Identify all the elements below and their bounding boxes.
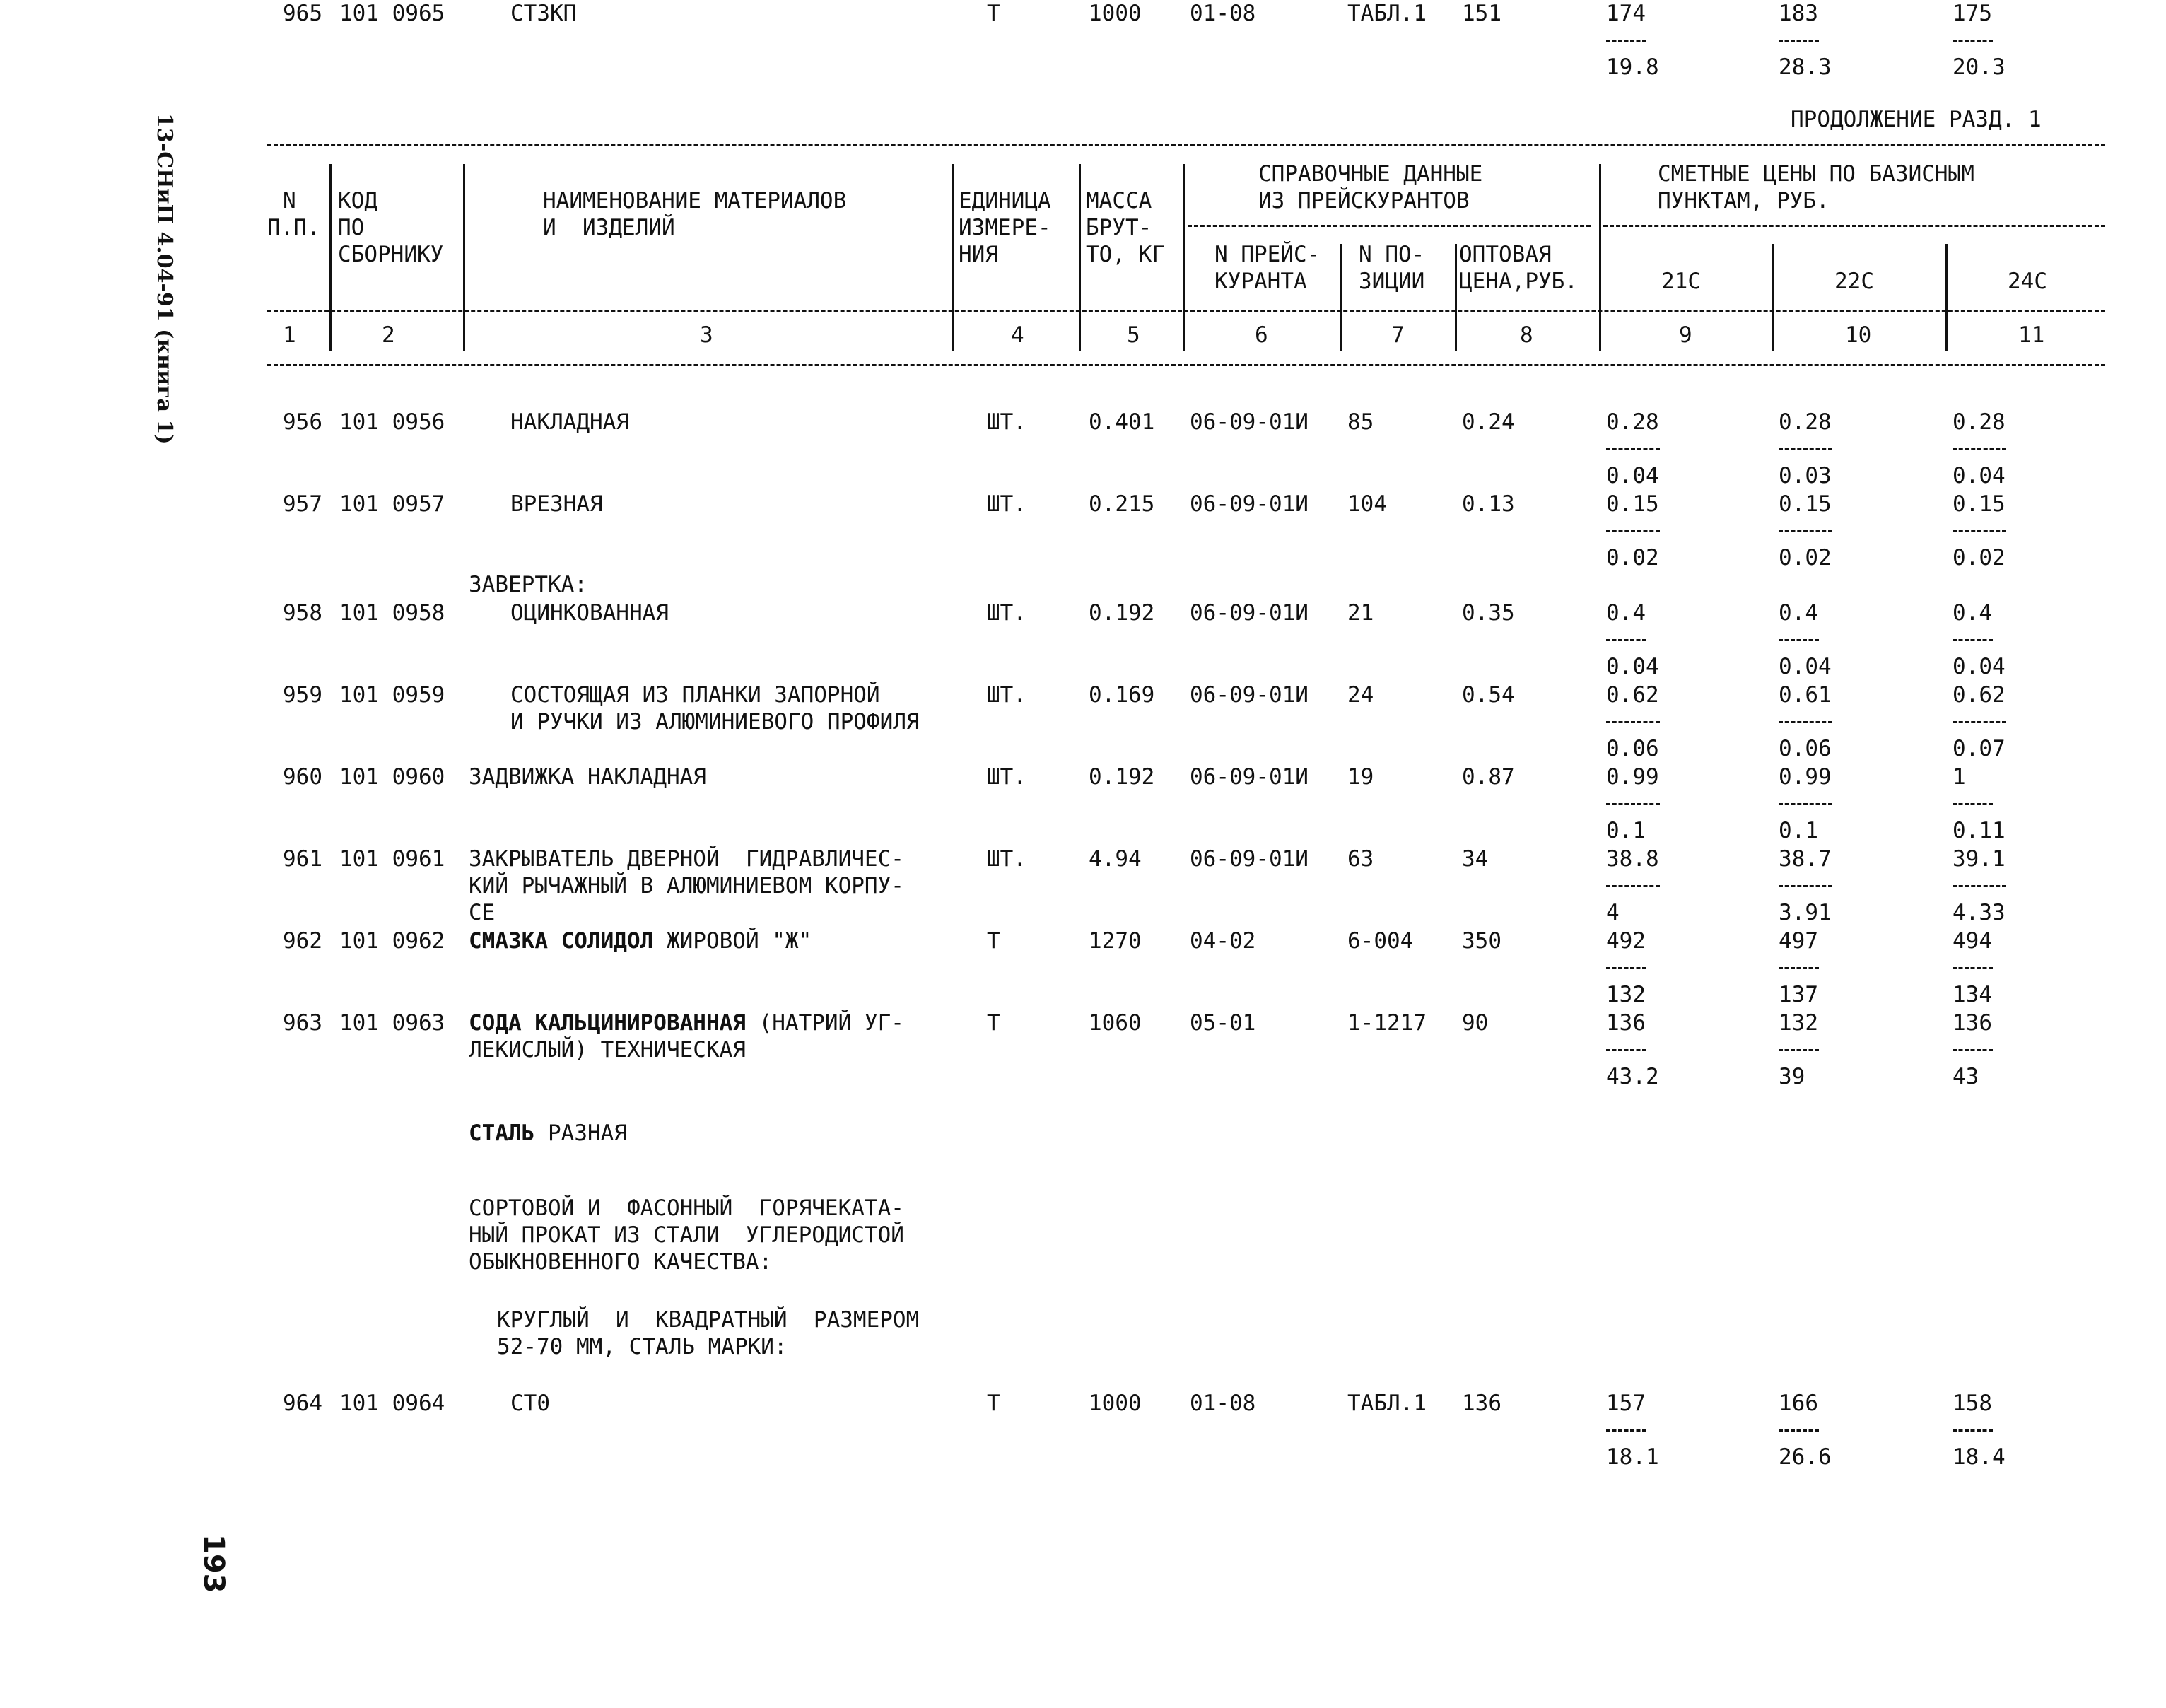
row-mass: 0.401 (1089, 409, 1155, 435)
col-separator (1455, 244, 1457, 351)
row-name (469, 1010, 904, 1036)
price-value: 0.28 (1779, 409, 1832, 435)
row-number: 964 (283, 1391, 322, 1416)
row-number: 963 (283, 1010, 322, 1036)
row-name: СТ0 (510, 1391, 550, 1416)
transport-cost-value: 28.3 (1779, 54, 1832, 80)
price-21c (1606, 0, 1659, 81)
transport-cost-value: 39 (1779, 1064, 1805, 1089)
row-wholesale-price: 0.54 (1462, 682, 1515, 708)
fraction-bar (1779, 448, 1832, 450)
continuation-label: ПРОДОЛЖЕНИЕ РАЗД. 1 (1791, 107, 2042, 132)
price-24c (1953, 0, 2006, 81)
section-heading (469, 1120, 627, 1147)
row-code: 101 0956 (339, 409, 445, 435)
row-position: ТАБЛ.1 (1347, 1, 1427, 26)
price-value: 38.7 (1779, 846, 1832, 872)
row-unit: Т (987, 1010, 1000, 1036)
header-estimate-2: ПУНКТАМ, РУБ. (1658, 188, 1830, 214)
price-24c (1953, 682, 2006, 762)
row-number: 965 (283, 1, 322, 26)
price-24c (1953, 409, 2006, 489)
fraction-bar (1953, 639, 1993, 641)
header-wholesale: ОПТОВАЯ (1459, 242, 1552, 267)
section-heading-bold: СТАЛЬ (469, 1121, 535, 1146)
row-position: 24 (1347, 682, 1374, 708)
header-position-2: ЗИЦИИ (1359, 269, 1425, 294)
row-wholesale-price: 0.35 (1462, 600, 1515, 626)
row-wholesale-price: 136 (1462, 1391, 1501, 1416)
row-pricelist: 01-08 (1190, 1391, 1256, 1416)
fraction-bar (1953, 530, 2006, 532)
row-pricelist: 06-09-01И (1190, 409, 1309, 435)
row-name: СТ3КП (510, 1, 577, 26)
transport-cost-value: 0.1 (1606, 818, 1646, 843)
fraction-bar (1606, 530, 1660, 532)
col-separator (1772, 244, 1774, 351)
transport-cost-value: 43 (1953, 1064, 1979, 1089)
row-unit: ШТ. (987, 846, 1026, 872)
row-position: 19 (1347, 764, 1374, 790)
price-value: 0.4 (1606, 600, 1646, 626)
price-value: 0.15 (1779, 491, 1832, 517)
row-name-rest: ЖИРОВОЙ "Ж" (653, 928, 812, 954)
header-pricelist: N ПРЕЙС- (1214, 242, 1321, 267)
transport-cost-value: 3.91 (1779, 900, 1832, 925)
fraction-bar (1779, 40, 1819, 42)
row-name: ЗАКРЫВАТЕЛЬ ДВЕРНОЙ ГИДРАВЛИЧЕС- (469, 846, 904, 872)
header-code-2: ПО (338, 215, 365, 240)
fraction-bar (1779, 530, 1832, 532)
header-code: КОД (338, 188, 377, 214)
fraction-bar (1953, 967, 1993, 969)
header-name-2: И ИЗДЕЛИЙ (543, 215, 675, 240)
row-wholesale-price: 90 (1462, 1010, 1489, 1036)
price-value: 166 (1779, 1391, 1818, 1416)
transport-cost-value: 0.06 (1779, 736, 1832, 761)
row-mass: 0.192 (1089, 764, 1155, 790)
col-num-6: 6 (1255, 322, 1268, 348)
row-wholesale-price: 0.13 (1462, 491, 1515, 517)
row-name: ОЦИНКОВАННАЯ (510, 600, 669, 626)
col-separator (1945, 244, 1948, 351)
row-number: 957 (283, 491, 322, 517)
fraction-bar (1953, 1429, 1993, 1432)
row-unit: Т (987, 1, 1000, 26)
fraction-bar (1606, 639, 1646, 641)
price-24c (1953, 928, 1993, 1008)
price-value: 497 (1779, 928, 1818, 954)
description-line: КРУГЛЫЙ И КВАДРАТНЫЙ РАЗМЕРОМ (497, 1307, 920, 1333)
fraction-bar (1606, 885, 1660, 887)
transport-cost-value: 0.02 (1953, 545, 2006, 571)
col-separator (952, 164, 954, 351)
price-value: 174 (1606, 1, 1646, 26)
row-pricelist: 04-02 (1190, 928, 1256, 954)
price-value: 0.99 (1606, 764, 1659, 790)
row-pricelist: 05-01 (1190, 1010, 1256, 1036)
header-22c: 22С (1834, 269, 1874, 294)
transport-cost-value: 20.3 (1953, 54, 2006, 80)
price-value: 0.62 (1606, 682, 1659, 708)
ref-group-rule (1188, 225, 1591, 227)
header-mid-rule (267, 310, 2105, 312)
price-21c (1606, 1010, 1659, 1090)
price-24c (1953, 1010, 1993, 1090)
row-unit: Т (987, 928, 1000, 954)
price-24c (1953, 599, 2006, 680)
col-separator (1079, 164, 1081, 351)
col-separator (463, 164, 465, 351)
row-unit: ШТ. (987, 764, 1026, 790)
transport-cost-value: 0.04 (1606, 654, 1659, 679)
fraction-bar (1606, 721, 1660, 723)
fraction-bar (1606, 40, 1646, 42)
col-separator (329, 164, 332, 351)
fraction-bar (1779, 1429, 1819, 1432)
price-21c (1606, 1390, 1659, 1470)
row-name: СОСТОЯЩАЯ ИЗ ПЛАНКИ ЗАПОРНОЙ (510, 682, 880, 708)
transport-cost-value: 0.02 (1779, 545, 1832, 571)
price-value: 0.28 (1953, 409, 2006, 435)
row-position: 1-1217 (1347, 1010, 1427, 1036)
row-name-rest: (НАТРИЙ УГ- (745, 1010, 904, 1036)
header-unit: ЕДИНИЦА (959, 188, 1051, 214)
price-22c (1779, 846, 1832, 926)
row-mass: 1060 (1089, 1010, 1142, 1036)
row-pricelist: 01-08 (1190, 1, 1256, 26)
col-num-9: 9 (1679, 322, 1692, 348)
price-22c (1779, 1390, 1832, 1470)
row-unit: ШТ. (987, 491, 1026, 517)
price-value: 0.62 (1953, 682, 2006, 708)
transport-cost-value: 18.1 (1606, 1444, 1659, 1470)
header-pp: П.П. (267, 215, 320, 240)
row-position: 6-004 (1347, 928, 1414, 954)
header-ref: СПРАВОЧНЫЕ ДАННЫЕ (1258, 161, 1483, 187)
fraction-bar (1779, 885, 1832, 887)
transport-cost-value: 134 (1953, 982, 1992, 1007)
row-number: 959 (283, 682, 322, 708)
col-num-1: 1 (283, 322, 296, 348)
price-24c (1953, 764, 2006, 844)
fraction-bar (1779, 1049, 1819, 1051)
fraction-bar (1606, 448, 1660, 450)
fraction-bar (1953, 448, 2006, 450)
row-name (469, 928, 812, 954)
section-heading-rest: РАЗНАЯ (534, 1121, 627, 1146)
row-code: 101 0961 (339, 846, 445, 872)
row-pricelist: 06-09-01И (1190, 600, 1309, 626)
row-code: 101 0963 (339, 1010, 445, 1036)
transport-cost-value: 0.07 (1953, 736, 2006, 761)
header-name: НАИМЕНОВАНИЕ МАТЕРИАЛОВ (543, 188, 847, 214)
header-unit-3: НИЯ (959, 242, 998, 267)
description-line: СОРТОВОЙ И ФАСОННЫЙ ГОРЯЧЕКАТА- (469, 1195, 904, 1221)
price-21c (1606, 491, 1660, 571)
transport-cost-value: 26.6 (1779, 1444, 1832, 1470)
row-number: 960 (283, 764, 322, 790)
row-number: 958 (283, 600, 322, 626)
row-mass: 4.94 (1089, 846, 1142, 872)
fraction-bar (1779, 803, 1832, 805)
price-value: 1 (1953, 764, 1966, 790)
transport-cost-value: 132 (1606, 982, 1646, 1007)
header-bottom-rule (267, 364, 2105, 366)
fraction-bar (1779, 721, 1832, 723)
header-unit-2: ИЗМЕРЕ- (959, 215, 1051, 240)
fraction-bar (1953, 1049, 1993, 1051)
col-num-5: 5 (1127, 322, 1140, 348)
row-position: 21 (1347, 600, 1374, 626)
row-name: НАКЛАДНАЯ (510, 409, 629, 435)
price-24c (1953, 1390, 2006, 1470)
price-value: 0.4 (1953, 600, 1992, 626)
fraction-bar (1953, 885, 2006, 887)
row-name: ЗАДВИЖКА НАКЛАДНАЯ (469, 764, 706, 790)
row-position: ТАБЛ.1 (1347, 1391, 1427, 1416)
fraction-bar (1779, 639, 1819, 641)
row-number: 956 (283, 409, 322, 435)
row-wholesale-price: 34 (1462, 846, 1489, 872)
price-value: 38.8 (1606, 846, 1659, 872)
description-line: ОБЫКНОВЕННОГО КАЧЕСТВА: (469, 1249, 773, 1275)
price-21c (1606, 846, 1660, 926)
price-value: 175 (1953, 1, 1992, 26)
price-value: 136 (1953, 1010, 1992, 1036)
price-24c (1953, 846, 2006, 926)
price-value: 158 (1953, 1391, 1992, 1416)
row-mass: 0.192 (1089, 600, 1155, 626)
row-mass: 1270 (1089, 928, 1142, 954)
row-mass: 1000 (1089, 1391, 1142, 1416)
transport-cost-value: 19.8 (1606, 54, 1659, 80)
transport-cost-value: 0.04 (1953, 463, 2006, 489)
row-unit: Т (987, 1391, 1000, 1416)
col-num-7: 7 (1391, 322, 1405, 348)
row-name-bold: СОДА КАЛЬЦИНИРОВАННАЯ (469, 1010, 746, 1036)
row-code: 101 0962 (339, 928, 445, 954)
header-top-rule (267, 144, 2105, 146)
transport-cost-value: 0.1 (1779, 818, 1818, 843)
fraction-bar (1953, 803, 1993, 805)
price-value: 492 (1606, 928, 1646, 954)
transport-cost-value: 0.03 (1779, 463, 1832, 489)
transport-cost-value: 0.04 (1606, 463, 1659, 489)
fraction-bar (1606, 1049, 1646, 1051)
fraction-bar (1606, 967, 1646, 969)
price-22c (1779, 682, 1832, 762)
price-22c (1779, 0, 1832, 81)
row-code: 101 0960 (339, 764, 445, 790)
fraction-bar (1606, 803, 1660, 805)
row-wholesale-price: 0.87 (1462, 764, 1515, 790)
price-value: 183 (1779, 1, 1818, 26)
description-line: 52-70 ММ, СТАЛЬ МАРКИ: (497, 1334, 788, 1359)
price-21c (1606, 409, 1660, 489)
row-pricelist: 06-09-01И (1190, 764, 1309, 790)
transport-cost-value: 137 (1779, 982, 1818, 1007)
header-n: N (283, 188, 296, 214)
fraction-bar (1953, 721, 2006, 723)
price-value: 136 (1606, 1010, 1646, 1036)
row-mass: 0.215 (1089, 491, 1155, 517)
price-21c (1606, 599, 1659, 680)
row-code: 101 0959 (339, 682, 445, 708)
price-22c (1779, 928, 1819, 1008)
col-num-10: 10 (1845, 322, 1872, 348)
row-code: 101 0958 (339, 600, 445, 626)
col-num-3: 3 (700, 322, 713, 348)
price-21c (1606, 928, 1646, 1008)
price-value: 0.15 (1953, 491, 2006, 517)
transport-cost-value: 0.11 (1953, 818, 2006, 843)
price-21c (1606, 764, 1660, 844)
price-22c (1779, 764, 1832, 844)
price-value: 132 (1779, 1010, 1818, 1036)
header-24c: 24С (2008, 269, 2047, 294)
price-value: 0.61 (1779, 682, 1832, 708)
row-code: 101 0965 (339, 1, 445, 26)
row-unit: ШТ. (987, 682, 1026, 708)
col-num-8: 8 (1520, 322, 1533, 348)
price-value: 0.15 (1606, 491, 1659, 517)
price-group-rule (1603, 225, 2105, 227)
row-code: 101 0964 (339, 1391, 445, 1416)
page-number: 193 (197, 1534, 230, 1593)
header-ref-2: ИЗ ПРЕЙСКУРАНТОВ (1258, 188, 1470, 214)
price-22c (1779, 1010, 1819, 1090)
price-22c (1779, 491, 1832, 571)
col-num-4: 4 (1011, 322, 1024, 348)
row-number: 961 (283, 846, 322, 872)
row-position: 63 (1347, 846, 1374, 872)
row-unit: ШТ. (987, 600, 1026, 626)
transport-cost-value: 43.2 (1606, 1064, 1659, 1089)
transport-cost-value: 0.02 (1606, 545, 1659, 571)
row-name: И РУЧКИ ИЗ АЛЮМИНИЕВОГО ПРОФИЛЯ (510, 709, 920, 735)
transport-cost-value: 4 (1606, 900, 1620, 925)
header-21c: 21С (1661, 269, 1701, 294)
row-pricelist: 06-09-01И (1190, 846, 1309, 872)
price-value: 0.99 (1779, 764, 1832, 790)
col-separator (1183, 164, 1185, 351)
transport-cost-value: 0.04 (1953, 654, 2006, 679)
header-position: N ПО- (1359, 242, 1425, 267)
col-separator (1340, 244, 1342, 351)
price-24c (1953, 491, 2006, 571)
row-name: СЕ (469, 900, 496, 925)
header-mass-3: ТО, КГ (1086, 242, 1165, 267)
row-number: 962 (283, 928, 322, 954)
row-wholesale-price: 151 (1462, 1, 1501, 26)
price-value: 157 (1606, 1391, 1646, 1416)
row-unit: ШТ. (987, 409, 1026, 435)
row-name: ЛЕКИСЛЫЙ) ТЕХНИЧЕСКАЯ (469, 1037, 746, 1063)
row-name: КИЙ РЫЧАЖНЫЙ В АЛЮМИНИЕВОМ КОРПУ- (469, 873, 904, 899)
transport-cost-value: 18.4 (1953, 1444, 2006, 1470)
price-22c (1779, 409, 1832, 489)
price-value: 39.1 (1953, 846, 2006, 872)
header-pricelist-2: КУРАНТА (1214, 269, 1307, 294)
price-21c (1606, 682, 1660, 762)
row-position: 85 (1347, 409, 1374, 435)
col-num-11: 11 (2018, 322, 2045, 348)
header-mass: МАССА (1086, 188, 1152, 214)
row-pricelist: 06-09-01И (1190, 682, 1309, 708)
fraction-bar (1953, 40, 1993, 42)
row-name-bold: СМАЗКА СОЛИДОЛ (469, 928, 654, 954)
row-mass: 0.169 (1089, 682, 1155, 708)
row-name: ВРЕЗНАЯ (510, 491, 603, 517)
document-code-label: 13-СНиП 4.04-91 (книга 1) (152, 113, 177, 445)
header-estimate: СМЕТНЫЕ ЦЕНЫ ПО БАЗИСНЫМ (1658, 161, 1974, 187)
fraction-bar (1779, 967, 1819, 969)
description-line: НЫЙ ПРОКАТ ИЗ СТАЛИ УГЛЕРОДИСТОЙ (469, 1222, 904, 1248)
header-wholesale-2: ЦЕНА,РУБ. (1459, 269, 1578, 294)
col-separator (1599, 164, 1601, 351)
price-value: 0.28 (1606, 409, 1659, 435)
price-value: 494 (1953, 928, 1992, 954)
header-code-3: СБОРНИКУ (338, 242, 444, 267)
header-mass-2: БРУТ- (1086, 215, 1152, 240)
row-wholesale-price: 350 (1462, 928, 1501, 954)
row-pricelist: 06-09-01И (1190, 491, 1309, 517)
transport-cost-value: 0.06 (1606, 736, 1659, 761)
col-num-2: 2 (382, 322, 395, 348)
row-mass: 1000 (1089, 1, 1142, 26)
row-wholesale-price: 0.24 (1462, 409, 1515, 435)
transport-cost-value: 4.33 (1953, 900, 2006, 925)
group-heading: ЗАВЕРТКА: (469, 572, 587, 597)
price-value: 0.4 (1779, 600, 1818, 626)
fraction-bar (1606, 1429, 1646, 1432)
price-22c (1779, 599, 1832, 680)
transport-cost-value: 0.04 (1779, 654, 1832, 679)
row-position: 104 (1347, 491, 1387, 517)
row-code: 101 0957 (339, 491, 445, 517)
